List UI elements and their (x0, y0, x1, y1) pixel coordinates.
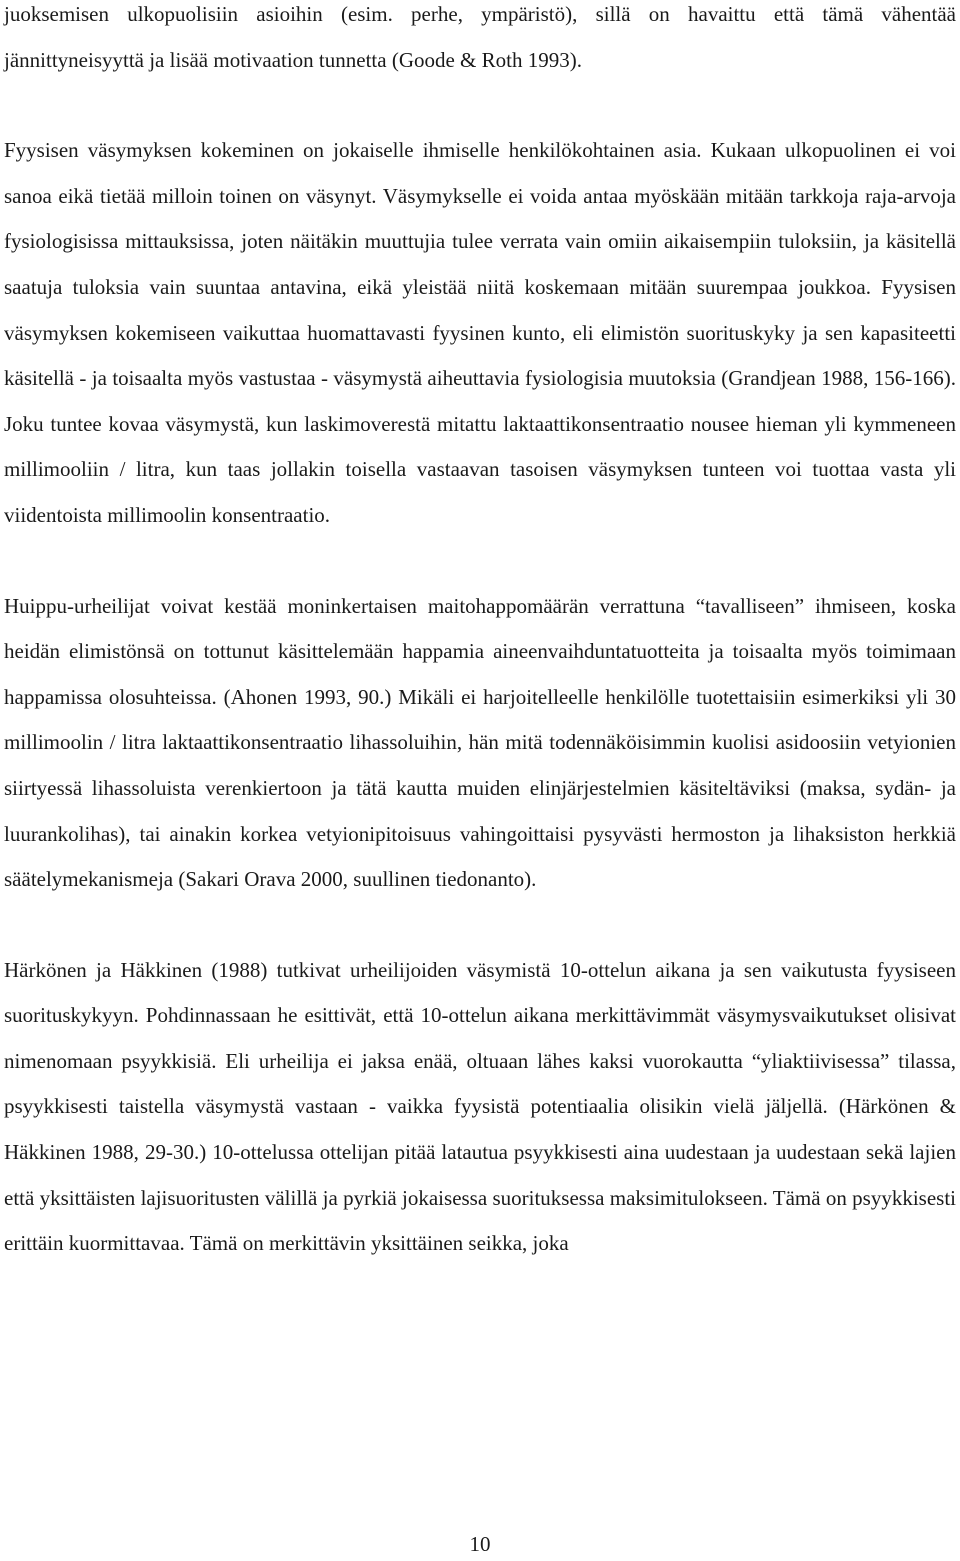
paragraph-fatigue-experience: Fyysisen väsymyksen kokeminen on jokaiselle ihmiselle henkilökohtainen asia. Kukaan ulkopuolinen ei voi sanoa eikä tietää milloin toinen on väsynyt. Väsymykselle ei voida antaa myöskään mitään tarkkoja raja-arvoja fysiologisissa mittauksissa, joten näitäkin muuttujia tulee verrata vain omiin aikaisempiin tuloksiin, ja käsitellä saatuja tuloksia vain suuntaa antavina, eikä yleistää niitä koskemaan mitään suurempaa joukkoa. Fyysisen väsymyksen kokemiseen vaikuttaa huomattavasti fyysinen kunto, eli elimistön suorituskyky ja sen kapasiteetti käsitellä - ja toisaalta myös vastustaa - väsymystä aiheuttavia fysiologisia muutoksia (Grandjean 1988, 156-166). Joku tuntee kovaa väsymystä, kun laskimoverestä mitattu laktaattikonsentraatio nousee hieman yli kymmeneen millimooliin / litra, kun taas jollakin toisella vastaavan tasoisen väsymyksen tunteen voi tuottaa vasta yli viidentoista millimoolin konsentraatio. (4, 138, 956, 527)
paragraph-decathlon-study: Härkönen ja Häkkinen (1988) tutkivat urheilijoiden väsymistä 10-ottelun aikana ja sen vaikutusta fyysiseen suorituskykyyn. Pohdinnassaan he esittivät, että 10-ottelun aikana merkittävimmät väsymysvaikutukset olisivat nimenomaan psyykkisiä. Eli urheilija ei jaksa enää, oltuaan lähes kaksi vuorokautta “yliaktiivisessa” tilassa, psyykkisesti taistella väsymystä vastaan - vaikka fyysistä potentiaalia olisikin vielä jäljellä. (Härkönen & Häkkinen 1988, 29-30.) 10-ottelussa ottelijan pitää latautua psyykkisesti aina uudestaan ja uudestaan sekä lajien että yksittäisten lajisuoritusten välillä ja pyrkiä jokaisessa suorituksessa maksimitulokseen. Tämä on psyykkisesti erittäin kuormittavaa. Tämä on merkittävin yksittäinen seikka, joka (4, 957, 956, 1256)
document-page (4, 0, 956, 1267)
paragraph-elite-athletes: Huippu-urheilijat voivat kestää moninkertaisen maitohappomäärän verrattuna “tavalliseen” ihmiseen, koska heidän elimistönsä on tottunut käsittelemään happamia aineenvaihduntatuotteita ja toisaalta myös toimimaan happamissa olosuhteissa. (Ahonen 1993, 90.) Mikäli ei harjoitelleelle henkilölle tuotettaisiin esimerkiksi yli 30 millimoolin / litra laktaattikonsentraatio lihassoluihin, hän mitä todennäköisimmin kuolisi asidoosiin vetyionien siirtyessä lihassoluista verenkiertoon ja tätä kautta muiden elinjärjestelmien käsiteltäviksi (maksa, sydän- ja luurankolihas), tai ainakin korkea vetyionipitoisuus vahingoittaisi pysyvästi hermoston ja lihaksiston herkkiä säätelymekanismeja (Sakari Orava 2000, suullinen tiedonanto). (4, 593, 956, 892)
paragraph-continuation: juoksemisen ulkopuolisiin asioihin (esim. perhe, ympäristö), sillä on havaittu että tämä vähentää jännittyneisyyttä ja lisää motivaation tunnetta (Goode & Roth 1993). (4, 2, 956, 72)
page-number: 10 (469, 1532, 491, 1556)
